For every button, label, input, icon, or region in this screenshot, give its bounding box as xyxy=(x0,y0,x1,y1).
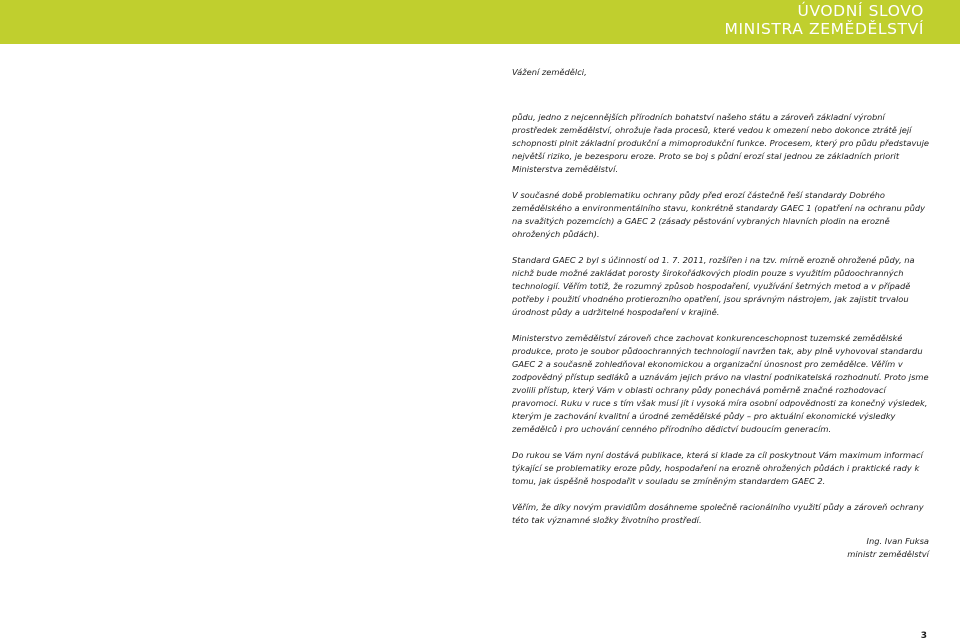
paragraph: Ministerstvo zemědělství zároveň chce zachovat konkurenceschopnost tuzemské zemědělské produkce, proto je soubor půdoochranných technologií navržen tak, aby plně vyhovoval standardu GAEC 2 a současně zohledňoval ekonomickou a organizační únosnost pro zemědělce. Věřím v zodpovědný přístup sedláků a uznávám jejich právo na vlastní podnikatelská rozhodnutí. Proto jsme zvolili přístup, který Vám v oblasti ochrany půdy ponechává poměrně značné rozhodovací pravomoci. Ruku v ruce s tím však musí jít i vysoká míra osobní odpovědnosti za konečný výsledek, kterým je zachování kvalitní a úrodné zemědělské půdy – pro aktuální ekonomické výsledky zemědělců i pro uchování cenného přírodního dědictví budoucím generacím. xyxy=(512,333,929,434)
letter-body xyxy=(512,111,930,540)
paragraph: V současné době problematiku ochrany půdy před erozí částečně řeší standardy Dobrého zemědělského a environmentálního stavu, konkrétně standardy GAEC 1 (opatření na ochranu půdy na svažitých pozemcích) a GAEC 2 (zásady pěstování vybraných hlavních plodin na erozně ohrožených půdách). xyxy=(512,190,926,239)
title-line-1: ÚVODNÍ SLOVO xyxy=(797,2,924,20)
signature xyxy=(847,535,929,561)
paragraph: Věřím, že díky novým pravidlům dosáhneme společně racionálního využití půdy a zároveň ochrany této tak významné složky životního prostředí. xyxy=(512,502,924,525)
page-title xyxy=(724,2,924,38)
paragraph: půdu, jedno z nejcennějších přírodních bohatství našeho státu a zároveň základní výrobní prostředek zemědělství, ohrožuje řada procesů, které vedou k omezení nebo dokonce ztrátě její schopnosti plnit základní produkční a mimoprodukční funkce. Procesem, který pro půdu představuje největší riziko, je bezesporu eroze. Proto se boj s půdní erozí stal jednou ze základních priorit Ministerstva zemědělství. xyxy=(512,112,930,174)
title-line-2: MINISTRA ZEMĚDĚLSTVÍ xyxy=(724,20,924,38)
signature-title: ministr zemědělství xyxy=(847,549,929,559)
paragraph: Do rukou se Vám nyní dostává publikace, která si klade za cíl poskytnout Vám maximum informací týkající se problematiky eroze půdy, hospodaření na erozně ohrožených půdách i praktické rady k tomu, jak úspěšně hospodařit v souladu se zmíněným standardem GAEC 2. xyxy=(512,450,923,486)
salutation: Vážení zemědělci, xyxy=(512,67,587,77)
page-number: 3 xyxy=(920,631,927,641)
paragraph: Standard GAEC 2 byl s účinností od 1. 7. 2011, rozšířen i na tzv. mírně erozně ohrožené půdy, na nichž bude možné zakládat porosty širokořádkových plodin pouze s využitím půdoochranných technologií. Věřím totiž, že rozumný způsob hospodaření, využívání šetrných metod a v případě potřeby i použití vhodného protierozního opatření, jsou správným nástrojem, jak zajistit trvalou úrodnost půdy a udržitelné hospodaření v krajině. xyxy=(512,255,915,317)
signature-name: Ing. Ivan Fuksa xyxy=(866,536,929,546)
